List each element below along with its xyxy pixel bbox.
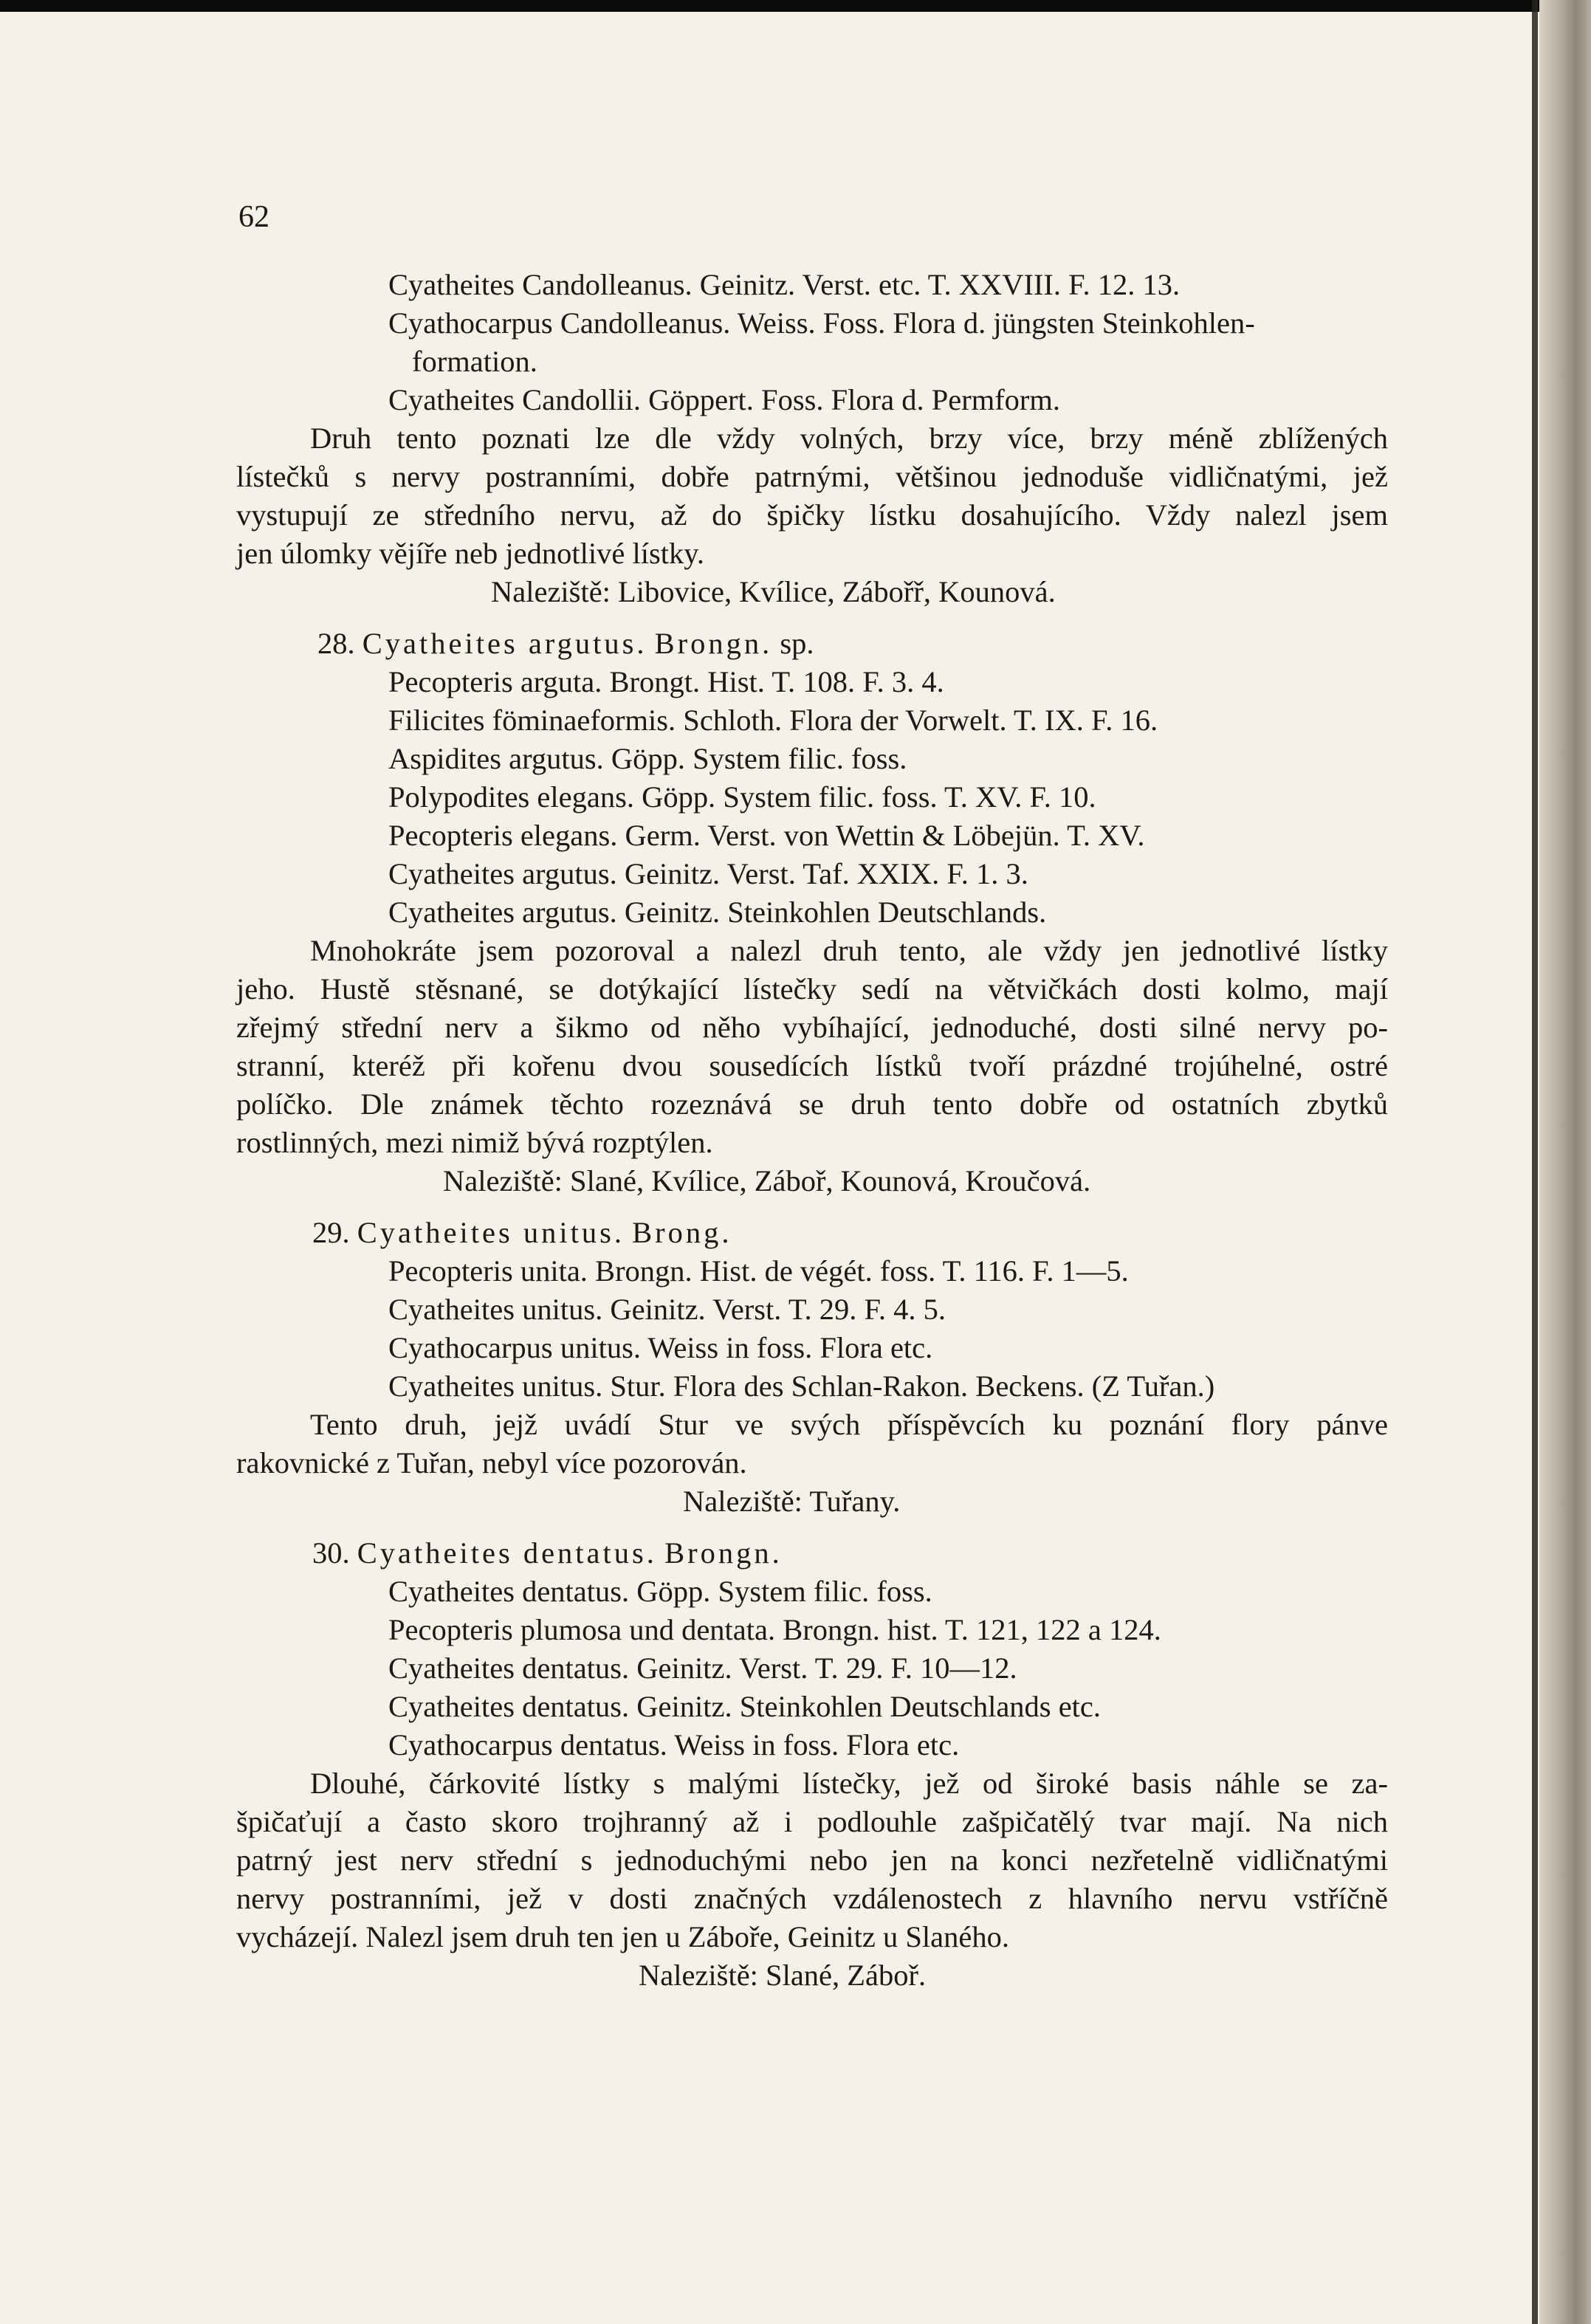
paragraph-line: špičaťují a často skoro trojhranný až i podlouhle zašpičatělý tvar mají. Na nich	[236, 1805, 1388, 1838]
synonym-line: Cyatheites unitus. Geinitz. Verst. T. 29. F. 4. 5.	[388, 1293, 946, 1326]
synonym-line: Cyatheites Candolleanus. Geinitz. Verst. etc. T. XXVIII. F. 12. 13.	[388, 268, 1181, 301]
locality-line: Naleziště: Slané, Záboř.	[639, 1959, 927, 1992]
synonym-line: Cyatheites dentatus. Geinitz. Verst. T. 29. F. 10—12.	[388, 1651, 1017, 1685]
paragraph-line: vycházejí. Nalezl jsem druh ten jen u Záboře, Geinitz u Slaného.	[236, 1920, 1010, 1953]
scan-top-border	[0, 0, 1591, 12]
gutter-edge-line	[1532, 0, 1538, 2324]
synonym-line: Cyatheites argutus. Geinitz. Steinkohlen Deutschlands.	[388, 895, 1047, 929]
paragraph-line: stranní, kteréž při kořenu dvou sousedících lístků tvoří prázdné trojúhelné, ostré	[236, 1049, 1388, 1082]
paragraph-line: Druh tento poznati lze dle vždy volných, brzy více, brzy méně zblížených	[310, 422, 1388, 455]
paragraph-line: rostlinných, mezi nimiž bývá rozptýlen.	[236, 1126, 713, 1159]
synonym-line: Cyatheites Candollii. Göppert. Foss. Flora d. Permform.	[388, 383, 1061, 416]
synonym-line: Cyatheites dentatus. Göpp. System filic. foss.	[388, 1575, 932, 1608]
synonym-line: Cyatheites argutus. Geinitz. Verst. Taf. XXIX. F. 1. 3.	[388, 857, 1028, 890]
synonym-line: Cyatheites unitus. Stur. Flora des Schlan-Rakon. Beckens. (Z Tuřan.)	[388, 1369, 1215, 1403]
paragraph-line: vystupují ze středního nervu, až do špičky lístku dosahujícího. Vždy nalezl jsem	[236, 498, 1388, 532]
synonym-line: Cyathocarpus Candolleanus. Weiss. Foss. Flora d. jüngsten Steinkohlen-	[388, 306, 1255, 340]
species-number: 29.	[312, 1216, 350, 1249]
species-name: Cyatheites argutus.	[362, 627, 647, 660]
locality-line: Naleziště: Slané, Kvílice, Záboř, Kounová, Kroučová.	[443, 1164, 1091, 1197]
synonym-line: Cyatheites dentatus. Geinitz. Steinkohlen Deutschlands etc.	[388, 1690, 1102, 1723]
species-author: Brongn.	[664, 1536, 783, 1570]
species-name: Cyatheites dentatus.	[357, 1536, 657, 1570]
species-number: 30.	[312, 1536, 350, 1570]
synonym-line: Aspidites argutus. Göpp. System filic. foss.	[388, 742, 907, 775]
synonym-line: Polypodites elegans. Göpp. System filic. foss. T. XV. F. 10.	[388, 780, 1096, 814]
book-gutter	[1539, 0, 1591, 2324]
paragraph-line: patrný jest nerv střední s jednoduchými nebo jen na konci nezřetelně vidličnatými	[236, 1843, 1388, 1877]
species-name: Cyatheites unitus.	[357, 1216, 625, 1249]
paragraph-line: jen úlomky vějíře neb jednotlivé lístky.	[236, 537, 704, 570]
synonym-line: Cyathocarpus dentatus. Weiss in foss. Flora etc.	[388, 1728, 960, 1761]
species-author: Brong.	[632, 1216, 732, 1249]
synonym-line: Cyathocarpus unitus. Weiss in foss. Flora etc.	[388, 1331, 933, 1364]
species-number: 28.	[317, 627, 355, 660]
locality-line: Naleziště: Libovice, Kvílice, Zábořř, Kounová.	[491, 575, 1056, 608]
synonym-line: Pecopteris arguta. Brongt. Hist. T. 108. F. 3. 4.	[388, 665, 944, 698]
paragraph-line: lístečků s nervy postranními, dobře patrnými, většinou jednoduše vidličnatými, jež	[236, 460, 1388, 493]
synonym-line-continuation: formation.	[412, 345, 537, 378]
locality-line: Naleziště: Tuřany.	[683, 1485, 901, 1518]
paragraph-line: jeho. Hustě stěsnané, se dotýkající lístečky sedí na větvičkách dosti kolmo, mají	[236, 972, 1388, 1005]
paragraph-line: rakovnické z Tuřan, nebyl více pozorován.	[236, 1446, 747, 1479]
page-number: 62	[238, 200, 269, 234]
species-heading	[236, 625, 1388, 663]
paragraph-line: zřejmý střední nerv a šikmo od něho vybíhající, jednoduché, dosti silné nervy po-	[236, 1011, 1388, 1044]
species-suffix: sp.	[780, 627, 814, 660]
paragraph-line: políčko. Dle známek těchto rozeznává se druh tento dobře od ostatních zbytků	[236, 1087, 1388, 1121]
synonym-line: Pecopteris plumosa und dentata. Brongn. hist. T. 121, 122 a 124.	[388, 1613, 1161, 1646]
species-author: Brongn.	[654, 627, 773, 660]
paragraph-line: nervy postranními, jež v dosti značných vzdálenostech z hlavního nervu vstříčně	[236, 1882, 1388, 1915]
paragraph-line: Mnohokráte jsem pozoroval a nalezl druh tento, ale vždy jen jednotlivé lístky	[310, 934, 1388, 967]
synonym-line: Filicites föminaeformis. Schloth. Flora der Vorwelt. T. IX. F. 16.	[388, 704, 1158, 737]
synonym-line: Pecopteris unita. Brongn. Hist. de végét. foss. T. 116. F. 1—5.	[388, 1254, 1129, 1288]
paragraph-line: Tento druh, jejž uvádí Stur ve svých příspěvcích ku poznání flory pánve	[310, 1408, 1388, 1441]
species-heading	[236, 1214, 1388, 1252]
paragraph-line: Dlouhé, čárkovité lístky s malými lístečky, jež od široké basis náhle se za-	[310, 1767, 1388, 1800]
text-block	[236, 266, 1388, 1995]
species-heading	[236, 1534, 1388, 1572]
synonym-line: Pecopteris elegans. Germ. Verst. von Wettin & Löbejün. T. XV.	[388, 819, 1145, 852]
